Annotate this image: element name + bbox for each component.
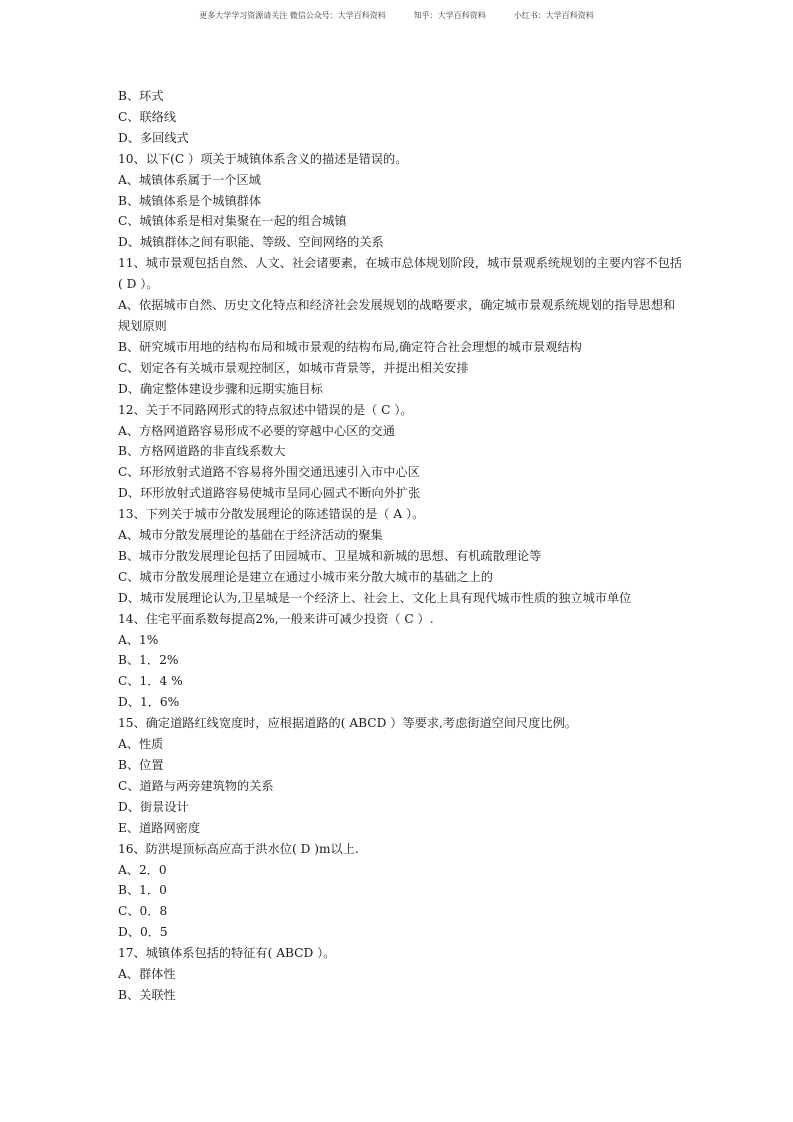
question-line: 14、住宅平面系数每提高2%,一般来讲可减少投资（ C ）. bbox=[118, 611, 434, 626]
text-line: E、道路网密度 bbox=[118, 820, 201, 835]
text-line: B、1．0 bbox=[118, 883, 167, 898]
text-line: A、城市分散发展理论的基础在于经济活动的聚集 bbox=[118, 528, 383, 543]
text-line: C、联络线 bbox=[118, 109, 177, 124]
text-line: A、性质 bbox=[118, 737, 164, 752]
text-line: B、1．2% bbox=[118, 653, 179, 668]
text-line: C、环形放射式道路不容易将外围交通迅速引入市中心区 bbox=[118, 465, 420, 480]
question-line: 13、下列关于城市分散发展理论的陈述错误的是（ A ）。 bbox=[118, 507, 425, 522]
document-body bbox=[118, 86, 683, 1006]
question-line: 17、城镇体系包括的特征有( ABCD ）。 bbox=[118, 946, 336, 961]
text-line: D、街景设计 bbox=[118, 799, 189, 814]
text-line: D、城镇群体之间有职能、等级、空间网络的关系 bbox=[118, 235, 384, 250]
text-line: A、依据城市自然、历史文化特点和经济社会发展规划的战略要求，确定城市景观系统规划的指导思想和规划原则 bbox=[118, 298, 676, 333]
question-line: 16、防洪堤顶标高应高于洪水位( D )m以上. bbox=[118, 841, 359, 856]
text-line: D、城市发展理论认为,卫星城是一个经济上、社会上、文化上具有现代城市性质的独立城市单位 bbox=[118, 590, 632, 605]
text-line: D、确定整体建设步骤和远期实施目标 bbox=[118, 381, 323, 396]
header-xiaohongshu-text: 小红书：大学百科资料 bbox=[513, 11, 594, 20]
text-line: B、城镇体系是个城镇群体 bbox=[118, 193, 262, 208]
question-line: 15、确定道路红线宽度时，应根据道路的( ABCD ）等要求,考虑街道空间尺度比例。 bbox=[118, 716, 577, 731]
header-wechat-text: 更多大学学习资源请关注 微信公众号：大学百科资料 bbox=[199, 11, 386, 20]
question-line: 12、关于不同路网形式的特点叙述中错误的是（ C ）。 bbox=[118, 402, 413, 417]
question-line: 10、以下(C ）项关于城镇体系含义的描述是错误的。 bbox=[118, 151, 408, 166]
text-line: C、城市分散发展理论是建立在通过小城市来分散大城市的基础之上的 bbox=[118, 569, 493, 584]
text-line: A、方格网道路容易形成不必要的穿越中心区的交通 bbox=[118, 423, 395, 438]
text-line: A、2．0 bbox=[118, 862, 167, 877]
text-line: D、环形放射式道路容易使城市呈同心圆式不断向外扩张 bbox=[118, 486, 421, 501]
text-line: A、群体性 bbox=[118, 967, 176, 982]
text-line: D、0．5 bbox=[118, 925, 168, 940]
text-line: C、0．8 bbox=[118, 904, 168, 919]
text-line: A、1% bbox=[118, 632, 159, 647]
text-line: B、方格网道路的非直线系数大 bbox=[118, 444, 286, 459]
text-line: D、多回线式 bbox=[118, 130, 189, 145]
text-line: B、环式 bbox=[118, 89, 164, 103]
header-zhihu-text: 知乎：大学百科资料 bbox=[413, 11, 486, 20]
text-line: C、划定各有关城市景观控制区，如城市背景等，并提出相关安排 bbox=[118, 360, 469, 375]
text-line: B、城市分散发展理论包括了田园城市、卫星城和新城的思想、有机疏散理论等 bbox=[118, 548, 542, 563]
text-line: C、道路与两旁建筑物的关系 bbox=[118, 778, 274, 793]
text-line: D、1．6% bbox=[118, 695, 180, 710]
text-line: C、城镇体系是相对集聚在一起的组合城镇 bbox=[118, 214, 347, 229]
text-line: A、城镇体系属于一个区域 bbox=[118, 172, 261, 187]
question-line: 11、城市景观包括自然、人文、社会诸要素，在城市总体规划阶段，城市景观系统规划的主要内容不包括( D ）。 bbox=[118, 256, 682, 292]
text-line: C、1．4 % bbox=[118, 674, 183, 689]
page-header bbox=[0, 10, 793, 21]
text-line: B、研究城市用地的结构布局和城市景观的结构布局,确定符合社会理想的城市景观结构 bbox=[118, 339, 582, 354]
text-line: B、关联性 bbox=[118, 987, 176, 1002]
text-line: B、位置 bbox=[118, 758, 164, 772]
